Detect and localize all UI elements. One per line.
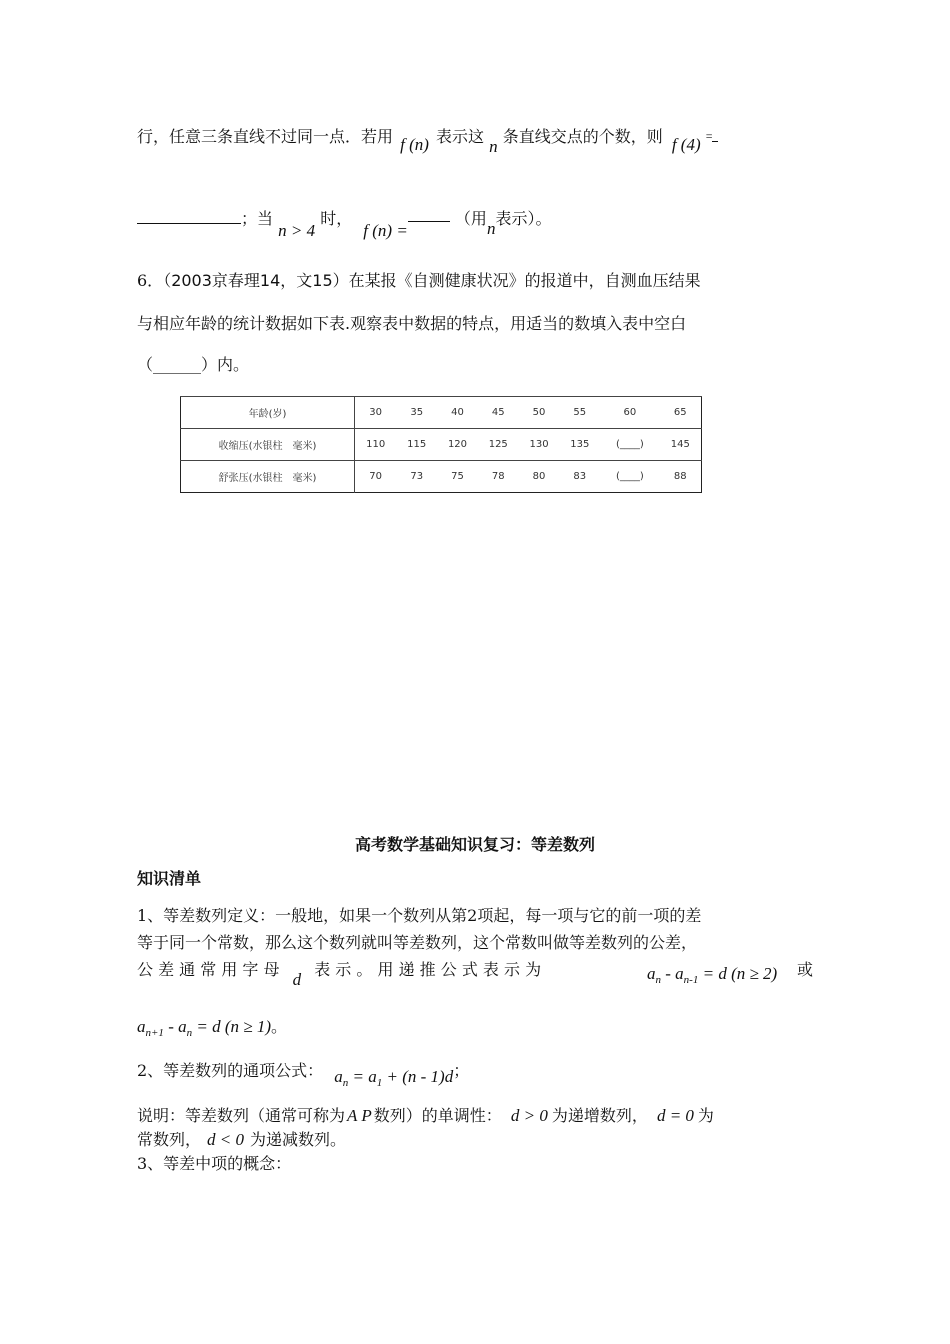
monotonicity-line2: 常数列， d < 0 为递减数列。 (137, 1130, 347, 1149)
table-cell: 65 (660, 397, 702, 429)
table-row (181, 397, 702, 429)
row-label: 收缩压(水银柱 毫米) (181, 429, 355, 461)
text: 行，任意三条直线不过同一点．若用 (137, 127, 394, 146)
math-fn-eq: f (n) = (363, 221, 408, 240)
table-row (181, 461, 702, 493)
text: 时， (320, 209, 353, 228)
definition-line1: 1、等差数列定义：一般地，如果一个数列从第2项起，每一项与它的前一项的差 (137, 906, 702, 925)
table-cell: 40 (437, 397, 478, 429)
table-cell: 50 (519, 397, 560, 429)
table-cell: 35 (396, 397, 437, 429)
text: （用 (454, 209, 487, 228)
table-cell: 45 (478, 397, 519, 429)
table-cell: 83 (559, 461, 600, 493)
text: 表示）。 (495, 209, 552, 228)
math-n: n (489, 137, 498, 156)
table-row (181, 429, 702, 461)
monotonicity-line1: 说明：等差数列（通常可称为 A P 数列）的单调性： d > 0 为递增数列， d = 0 为 (137, 1106, 714, 1125)
math-cond: n > 4 (278, 221, 316, 240)
math-f4: f (4) (671, 135, 701, 154)
row-label: 年龄(岁) (181, 397, 355, 429)
problem5-line1 (137, 126, 718, 156)
answer-blank-start (712, 141, 718, 142)
table-cell: 60 (600, 397, 659, 429)
table-cell: 73 (396, 461, 437, 493)
table-cell: 130 (519, 429, 560, 461)
math-d-negative: d < 0 (207, 1130, 244, 1149)
text: ；当 (241, 209, 274, 228)
section-subtitle: 知识清单 (137, 869, 202, 888)
text: 2、等差数列的通项公式： (137, 1061, 324, 1080)
table-cell: 70 (355, 461, 397, 493)
definition-line2: 等于同一个常数，那么这个数列就叫等差数列，这个常数叫做等差数列的公差， (137, 933, 698, 952)
table-cell: 55 (559, 397, 600, 429)
math-d-positive: d > 0 (510, 1106, 548, 1125)
text: 公 差 通 常 用 字 母 (137, 960, 280, 979)
row-label: 舒张压(水银柱 毫米) (181, 461, 355, 493)
table-cell: 135 (559, 429, 600, 461)
table-cell: 125 (478, 429, 519, 461)
math-fn: f (n) (400, 135, 429, 154)
equals-sign: = (705, 129, 713, 143)
general-formula: $a_n = a_1 + (n - 1)d$ (334, 1067, 454, 1089)
table-cell: 110 (355, 429, 397, 461)
table-cell: 80 (519, 461, 560, 493)
table-cell: 115 (396, 429, 437, 461)
text: 表示这 (436, 127, 485, 146)
text: 在某报《自测健康状况》的报道中，自测血压结果 (348, 271, 701, 290)
math-d-zero: d = 0 (656, 1106, 694, 1125)
table-cell: 30 (355, 397, 397, 429)
blood-pressure-table (180, 396, 702, 493)
problem6-line3: （______）内。 (137, 355, 250, 374)
table-cell: 88 (660, 461, 702, 493)
recurrence-formula-2: $a_{n+1} - a_n = d$ (n ≥ 1)。 (137, 1017, 287, 1039)
answer-blank-1 (137, 223, 241, 224)
arithmetic-mean-heading: 3、等差中项的概念： (137, 1154, 292, 1173)
general-formula-line: 2、等差数列的通项公式： $a_n = a_1 + (n - 1)d$； (137, 1061, 470, 1089)
problem-number: 6． (137, 271, 164, 290)
math-n: n (486, 219, 496, 238)
text: 表 示 。 用 递 推 公 式 表 示 为 (314, 960, 542, 979)
definition-line3 (137, 959, 817, 989)
math-d: d (292, 970, 302, 989)
table-cell: (____) (600, 429, 659, 461)
problem6-line2: 与相应年龄的统计数据如下表.观察表中数据的特点，用适当的数填入表中空白 (137, 314, 687, 333)
table-cell: 120 (437, 429, 478, 461)
problem-source: （2003京春理14，文15） (163, 271, 349, 290)
table-cell: 78 (478, 461, 519, 493)
table-cell: (____) (600, 461, 659, 493)
answer-blank-2 (408, 221, 450, 222)
problem6-line1 (137, 270, 701, 292)
section-title: 高考数学基础知识复习：等差数列 (354, 835, 595, 854)
text-or: 或 (797, 960, 814, 979)
table-cell: 145 (660, 429, 702, 461)
table-cell: 75 (437, 461, 478, 493)
problem5-line2 (137, 208, 552, 240)
math-ap: A P (347, 1106, 372, 1125)
recurrence-formula: $a_n - a_{n-1} = d$ (n ≥ 2) (647, 964, 778, 986)
text: 条直线交点的个数，则 (502, 127, 663, 146)
